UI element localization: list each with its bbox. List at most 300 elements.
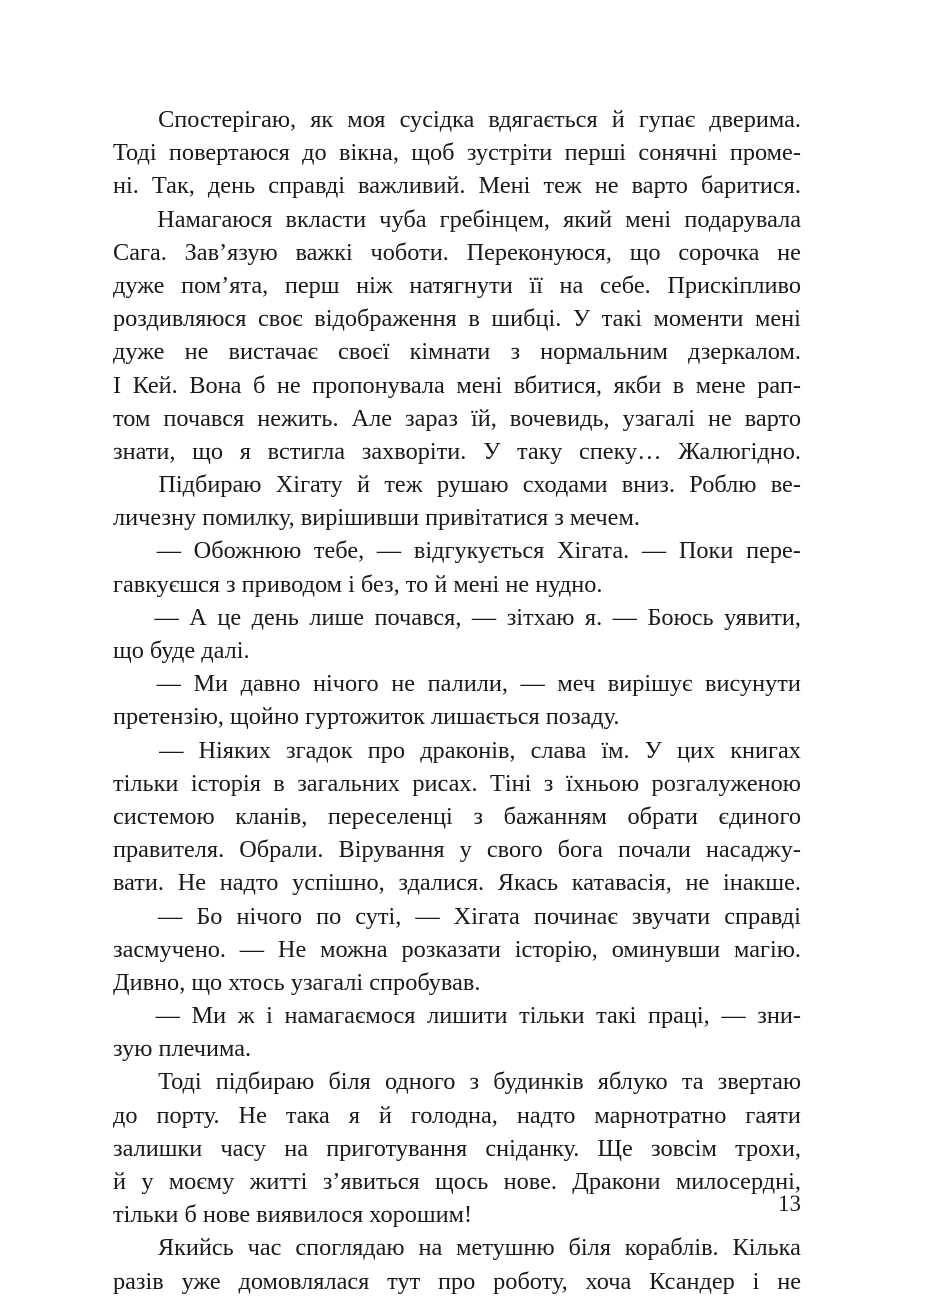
word: гребінцем, [439,205,550,233]
word: у [459,836,472,864]
word: почали [617,836,691,864]
word: нічого [236,902,303,930]
word: про [367,736,406,764]
word: марнотратно [594,1101,727,1129]
word: перші [564,139,627,167]
word: вистачає [228,338,318,366]
word: — [155,1002,180,1030]
word: А [189,603,207,631]
word: дуже [113,338,165,366]
word: — [471,603,497,631]
word: Не [277,935,307,963]
word: справді [268,172,345,200]
word: з’явиться [322,1168,420,1195]
word: тільки [113,769,179,797]
word: домовлялася [238,1267,370,1295]
word: Але [351,404,393,432]
word: Ми [193,670,229,698]
word: — [520,670,545,698]
paragraph [113,601,801,667]
word: звучати [631,902,711,930]
text-line [113,468,801,501]
text-line [113,269,801,302]
word: перш [284,271,340,299]
word: зітхаю [506,603,575,631]
word: вочевидь, [509,404,610,432]
word: історія [190,769,261,797]
word: дверима. [709,106,801,133]
word: звертаю [717,1068,801,1096]
word: праці, [647,1002,710,1030]
word: не [707,404,732,432]
word: варто [744,404,801,432]
word: системою [113,802,215,830]
word: теж [384,471,423,499]
text-line [113,435,801,468]
word: — [158,902,183,930]
word: мені [456,371,503,399]
word: щось [435,1168,489,1195]
word: чуба [379,205,427,233]
word: варто [631,172,688,200]
word: — [376,537,402,565]
word: личезну помилку, вирішивши привітатися з мечем. [113,504,640,532]
word: така [285,1101,330,1129]
word: успішно, [292,869,385,897]
word: хоча [585,1267,632,1295]
word: справді [724,902,801,930]
word: цих [676,736,716,764]
word: натягнути [409,271,513,299]
word: себе. [599,271,651,299]
word: залишки [113,1134,203,1162]
text-line [113,601,801,634]
word: Дивно, що хтось узагалі спробував. [113,968,481,996]
word: уявити, [724,603,801,631]
word: — [159,736,184,764]
text-line [113,900,801,933]
word: почався [163,404,245,432]
word: дзеркалом. [688,338,801,366]
word: Ксандер [649,1267,735,1295]
word: Сага. [113,238,167,266]
word: Тоді [113,139,157,167]
word: лишити [427,1002,508,1030]
word: загальних [297,769,400,797]
word: про [438,1267,476,1295]
word: Так, [151,172,195,200]
word: і [752,1267,760,1295]
word: кімнати [409,338,491,366]
word: часу [220,1134,267,1162]
word: драконів, [420,736,516,764]
word: та [681,1068,704,1096]
word: Тоді [158,1068,202,1096]
word: з [510,338,521,366]
word: Обожнюю [193,537,302,565]
word: моменти [653,305,744,333]
word: спеку… [579,437,662,465]
word: з [469,1068,480,1096]
word: Поки [678,537,734,565]
paragraph [113,667,801,733]
text-line [113,966,801,999]
word: сходами [522,471,608,499]
word: рушаю [436,471,509,499]
word: подарувала [684,205,801,233]
word: у [141,1168,154,1195]
word: трохи, [735,1134,801,1162]
word: я. [584,603,603,631]
word: бажанням [503,802,607,830]
word: такі [596,1002,637,1030]
paragraph [113,103,801,203]
text-line [113,1032,801,1065]
text-line [113,634,801,667]
word: з [543,769,554,797]
word: інакше. [723,869,801,897]
word: Якась [497,869,559,897]
word: й [356,471,370,499]
word: узагалі [622,404,695,432]
word: відображення [314,305,457,333]
word: зни- [757,1002,801,1030]
word: й [378,1101,392,1129]
word: катавасія, [571,869,672,897]
text-line [113,402,801,435]
word: рисах. [412,769,478,797]
word: як [310,106,334,133]
word: на [284,1134,309,1162]
text-line [113,767,801,800]
word: засмучено. [113,935,226,963]
word: вниз. [621,471,675,499]
word: Бо [196,902,223,930]
word: сонячні [638,139,718,167]
word: палили, [427,670,508,698]
word: Мені [478,172,531,200]
word: У [483,437,501,465]
word: переселенці [327,802,453,830]
word: роботу, [493,1267,568,1295]
word: мені [755,305,801,333]
word: ж [237,1002,255,1030]
word: Боюсь [647,603,714,631]
word: нежить. [257,404,339,432]
word: вдягається [488,106,598,133]
word: не [777,238,801,266]
word: гаяти [745,1101,801,1129]
word: важливий. [358,172,466,200]
text-line [113,999,801,1032]
text-line [113,667,801,700]
text-line [113,103,801,136]
word: суті, [355,902,402,930]
word: не [391,670,416,698]
word: й [611,106,625,133]
word: зараз [405,404,458,432]
word: моєму [168,1168,235,1195]
word: — [415,902,440,930]
word: Вона [189,371,242,399]
word: сорочка [678,238,760,266]
word: надто [219,869,279,897]
word: починає [533,902,618,930]
word: висунути [705,670,801,698]
word: тебе, [313,537,365,565]
word: моя [347,106,386,133]
word: нормальним [540,338,668,366]
text-line [113,700,801,733]
word: магію. [733,935,801,963]
word: Кілька [732,1234,801,1262]
paragraph [113,900,801,1000]
word: вирішує [607,670,693,698]
word: разів [113,1267,164,1295]
word: споглядаю [295,1234,405,1262]
text-line [113,501,801,534]
text-line [113,302,801,335]
word: Не [177,869,207,897]
word: день [207,172,256,200]
word: чоботи. [370,238,449,266]
word: метушню [456,1234,555,1262]
word: єдиного [718,802,801,830]
word: одного [384,1068,456,1096]
text-line [113,1265,801,1298]
text-line [113,933,801,966]
word: не [777,1267,801,1295]
word: мені [625,205,672,233]
word: голодна, [410,1101,498,1129]
word: У [644,736,662,764]
word: в [672,371,685,399]
word: правителя. [113,836,225,864]
text-line [113,734,801,767]
word: слава [530,736,587,764]
word: нове. [503,1168,557,1195]
word: лише [309,603,364,631]
word: це [217,603,242,631]
word: насаджу- [705,836,801,864]
paragraph [113,534,801,600]
word: зустріти [466,139,553,167]
word: зую плечима. [113,1035,252,1063]
word: Підбираю [158,471,262,499]
word: — [612,603,637,631]
word: приготування [326,1134,468,1162]
word: пропонувала [312,371,445,399]
text-line [113,833,801,866]
word: вкласти [285,205,367,233]
word: пом’ята, [181,271,269,299]
word: Ще [597,1134,633,1162]
word: підбираю [215,1068,315,1096]
word: що [629,238,661,266]
word: не [594,172,619,200]
word: гавкуєшся з приводом і без, то й мені не нудно. [113,570,603,598]
word: розказати [401,935,501,963]
text-line [113,1065,801,1098]
word: біля [568,1234,611,1262]
word: шибці. [491,305,562,333]
word: Дракони [572,1168,661,1195]
paragraph [113,999,801,1065]
word: порту. [156,1101,220,1129]
word: можна [320,935,388,963]
word: меч [557,670,596,698]
word: рап- [757,371,801,399]
word: нічого [313,670,379,698]
word: книгах [730,736,801,764]
word: важкі [295,238,353,266]
word: гупає [638,106,696,133]
word: У [572,305,591,333]
word: тільки [519,1002,585,1030]
word: ніж [356,271,393,299]
paragraph [113,734,801,900]
paragraph [113,468,801,534]
word: своєї [338,338,390,366]
word: Хігата [453,902,520,930]
word: на [418,1234,443,1262]
word: сніданку. [485,1134,580,1162]
word: том [113,404,151,432]
word: і [266,1002,273,1030]
word: в [468,305,480,333]
text-line [113,568,801,601]
text-line [113,534,801,567]
word: милосердні, [675,1168,801,1195]
word: Жалюгідно. [678,437,801,465]
word: мене [695,371,746,399]
word: встигла [267,437,346,465]
text-line [113,169,801,202]
word: історію, [514,935,598,963]
word: намагаємося [284,1002,416,1030]
word: день [251,603,299,631]
page-text-body [113,103,801,1298]
word: не [685,869,710,897]
word: не [276,371,301,399]
page-number: 13 [778,1191,801,1216]
word: згадок [286,736,353,764]
text-line [113,1231,801,1264]
word: повертаюся [168,139,290,167]
word: по [316,902,342,930]
text-line [113,1132,801,1165]
word: обрати [627,802,698,830]
word: вбитися, [513,371,602,399]
word: вікна, [339,139,399,167]
word: їхньою [565,769,640,797]
word: будинків [493,1068,584,1096]
word: їй, [470,404,497,432]
word: — [721,1002,746,1030]
word: баритися. [700,172,801,200]
word: Вірування [338,836,445,864]
word: захворіти. [361,437,467,465]
word: таку [516,437,563,465]
word: Не [238,1101,267,1129]
word: б [252,371,266,399]
word: Хігата. [556,537,630,565]
word: претензію, щойно гуртожиток лишається позаду. [113,703,620,731]
word: вати. [113,869,165,897]
word: Переконуюся, [466,238,612,266]
word: що буде далі. [113,637,250,664]
word: роздивляюся [113,305,247,333]
word: теж [543,172,582,200]
word: зовсім [651,1134,717,1162]
word: яблуко [597,1068,668,1096]
word: ве- [770,471,801,499]
word: Роблю [689,471,757,499]
word: до [113,1101,138,1129]
word: що [192,437,224,465]
paragraph [113,203,801,469]
word: в [273,769,285,797]
word: Обрали. [239,836,324,864]
word: тільки б нове виявилося хорошим! [113,1201,473,1229]
word: такі [601,305,642,333]
word: Спостерігаю, [158,106,297,133]
word: не [184,338,209,366]
word: бога [557,836,603,864]
word: проме- [729,139,801,167]
word: Зав’язую [184,238,278,266]
word: кланів, [235,802,308,830]
word: тут [387,1267,421,1295]
word: пере- [746,537,801,565]
word: її [529,271,543,299]
text-line [113,866,801,899]
text-line [113,203,801,236]
word: своє [257,305,303,333]
word: — [154,603,179,631]
word: свого [486,836,543,864]
word: я [239,437,251,465]
word: відгукується [413,537,545,565]
word: уже [181,1267,221,1295]
word: біля [328,1068,371,1096]
word: якби [613,371,662,399]
word: розгалуженою [651,769,801,797]
word: Ніяких [198,736,271,764]
word: Кей. [132,371,178,399]
word: Якийсь [157,1234,234,1262]
text-line [113,236,801,269]
word: ні. [113,172,139,200]
word: щоб [411,139,455,167]
word: — [156,537,181,565]
word: їм. [601,736,630,764]
paragraph [113,1231,801,1297]
word: Ми [191,1002,227,1030]
text-line [113,1099,801,1132]
word: дуже [113,271,165,299]
word: давно [240,670,301,698]
word: знати, [113,437,176,465]
word: почався, [374,603,462,631]
word: Намагаюся [157,205,273,233]
word: — [641,537,667,565]
word: сусідка [399,106,475,133]
word: Тіні [490,769,532,797]
word: Прискіпливо [667,271,801,299]
word: І [113,371,122,399]
word: здалися. [398,869,485,897]
